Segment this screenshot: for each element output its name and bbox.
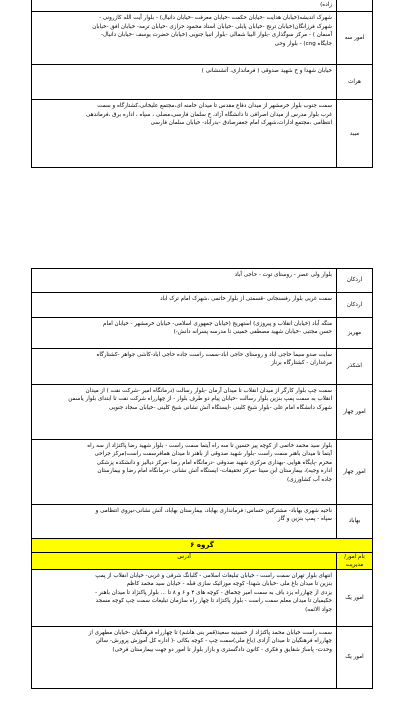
group-heading: گروه ۶: [32, 539, 373, 553]
group-heading-row: [32, 539, 373, 553]
table-row: [32, 0, 373, 12]
column-header-address: آدرس: [32, 553, 337, 570]
table-row: [32, 293, 373, 318]
address-cell: انتهای بلوار تهران سمت راست - خیابان تبلیغات اسلامی - گلبانگ شرقی و غربی- خیابان انقلاب از پمپ بنزین تا میدان باغ ملی -خیابان شهدا- کوچه موزائیک سازی قبله - خیابان سید محمد کاظم یزدی از چهارراه یزد باف به سمت امیر چخماق - کوچه های ۴ و ۶ و ۸ تا ... بلوار پاکنژاد تا میدان باهنر - حکیمیان تا میدان معلم سمت راست - بلوار پاکنژاد تا چهار راه سازمان تبلیغات سمت چپ کوچه مسجد جواد الائمه): [32, 570, 337, 627]
table-row: [32, 100, 373, 168]
table-row: [32, 570, 373, 627]
column-header-region: نام امور/مدیریت: [337, 553, 373, 570]
address-cell: سمت غربی بلوار رفسنجانی -قسمتی از بلوار خاتمی ،شهرک امام ترک اباد: [32, 293, 337, 318]
address-cell: ناحیه شهری بهاباد- مشترکین حساس: فرمانداری بهاباد، بیمارستان بهاباد، آتش نشانی-نیروی انتظامی و سپاه - پمپ بنزین و گاز: [32, 505, 337, 539]
region-cell: اشکذر: [337, 349, 373, 385]
table-row: [32, 65, 373, 100]
region-cell: امور یک: [337, 570, 373, 627]
region-cell: میبد: [337, 100, 373, 168]
region-cell: امور یک: [337, 627, 373, 689]
address-cell: سمت جنوب بلوار خرمشهر از میدان دفاع مقدس تا میدان خامنه ای،مجتمع علیخانی،کشتارگاه و سمت غرب بلوار مدرس از میدان اصرافی تا دانشگاه آزاد، خ سلمان فارسی،مصلی ، سپاه ، اداره برق ،فرماندهی انتظامی ،مجتمع ادارات،شهرک امام جعفرصادق -بدرآباد- خیابان سلمان فارسی: [32, 100, 337, 168]
address-cell: سمت چپ بلوار کارگر از میدان انقلاب تا میدان آرمان -بلوار رسالت (درمانگاه امیر -شرکت نفت ) از میدان انقلاب به سمت پمپ بنزین بلوار رسالت -خیابان پیام دو طرف بلوار - از چهارراه شرکت نفت تا ابتدای بلوار یاسمن شهرک دانشگاه امام علی -بلوار شیخ کلینی -ایستگاه آتش نشانی شیخ کلینی -خیابان سجاد جنوبی: [32, 385, 337, 440]
table-row: [32, 627, 373, 689]
address-cell: سمت راست خیابان محمد پاکنژاد از حسینیه سعید(قمر بنی هاشم) تا چهارراه فرهنگیان -خیابان مطهری از چهارراه فرهنگیان تا میدان آزادی (باغ ملی)سمت چپ - کوچه بکائی -( اداره کل آموزش پرورش- سالن وحدت- پاساژ شقایق و فکری - کانون دادگستری و بازار بلوار تا امور دو جهت بیمارستان فرخی): [32, 627, 337, 689]
region-cell: مهریز: [337, 318, 373, 349]
table-row: [32, 349, 373, 385]
table-row: [32, 269, 373, 293]
address-cell: زاده): [32, 0, 337, 12]
address-cell: خیابان شهدا و خ شهید صدوقی ( فرمانداری، آتشنشانی ): [32, 65, 337, 100]
table-row: [32, 440, 373, 505]
region-cell: هرات: [337, 65, 373, 100]
region-cell: امور سه: [337, 12, 373, 65]
table-header-row: [32, 553, 373, 570]
address-cell: سایت صدو سیما حاجی اباد و روستای حاجی اباد-سمت راست جاده حاجی اباد-کاشی جواهر -کشتارگاه مرغداران - کشتارگاه برناز: [32, 349, 337, 385]
region-cell: اردکان: [337, 269, 373, 293]
table-row: [32, 12, 373, 65]
region-cell: امور چهار: [337, 440, 373, 505]
region-cell: [337, 0, 373, 12]
region-cell: اردکان: [337, 293, 373, 318]
table-row: [32, 385, 373, 440]
address-cell: شهرک اندیشه(خیابان هدایت -خیابان حکمت -خیابان معرفت -خیابان دانیال) - بلوار آیت الله کازرونی - شهرک فرزانگان(خیابان ترنج -خیابان پایلی -خیابان استاد محمود حرازی -خیابان ترمه- خیابان افق -خیابان آسمان ) - مرکز سوگذاری -بلوار البیا شمالی -بلوار انبیا جنوبی (خیابان حضرت یوسف -خیابان دانیال- جایگاه cng) - بلوار وحی: [32, 12, 337, 65]
region-cell: بهاباد: [337, 505, 373, 539]
address-cell: منگه آباد (خیابان انقلاب و پیروزی) استهریج (خیابان جمهوری اسلامی- خیابان خرمشهر - خیابان امام حسن مجتبی -خیابان شهید مصطفی خمینی تا مدرسه پسرانه دانش-): [32, 318, 337, 349]
addresses-table-bottom: [31, 268, 373, 689]
address-cell: بلوار ولی عصر - روستای توت - حاجی آباد: [32, 269, 337, 293]
region-cell: امور چهار: [337, 385, 373, 440]
addresses-table-top: [31, 0, 373, 168]
table-row: [32, 318, 373, 349]
table-row: [32, 505, 373, 539]
address-cell: بلوار سید محمد خاتمی از کوچه پیر حسین تا سه راه آیتما سمت راست - بلوار شهید رضا پاکنژاد از سه راه آیتما تا میدان باهنر سمت راست -بلوار شهید صدوقی از باهنر تا میدان همافرسمت راست(مرکز جراحی محرم -پایگاه هوایی -بهداری مرکزی شهید صدوقی -درمانگاه امام رضا -مرکز دیالیز و دانشکده پزشکی اداره وجیه)، بیمارستان ابن سینا -مرکز تحقیقات- ایستگاه آتش نشانی -درمانگاه امام رضا و بیمارستان جاده آب کشاورزی): [32, 440, 337, 505]
